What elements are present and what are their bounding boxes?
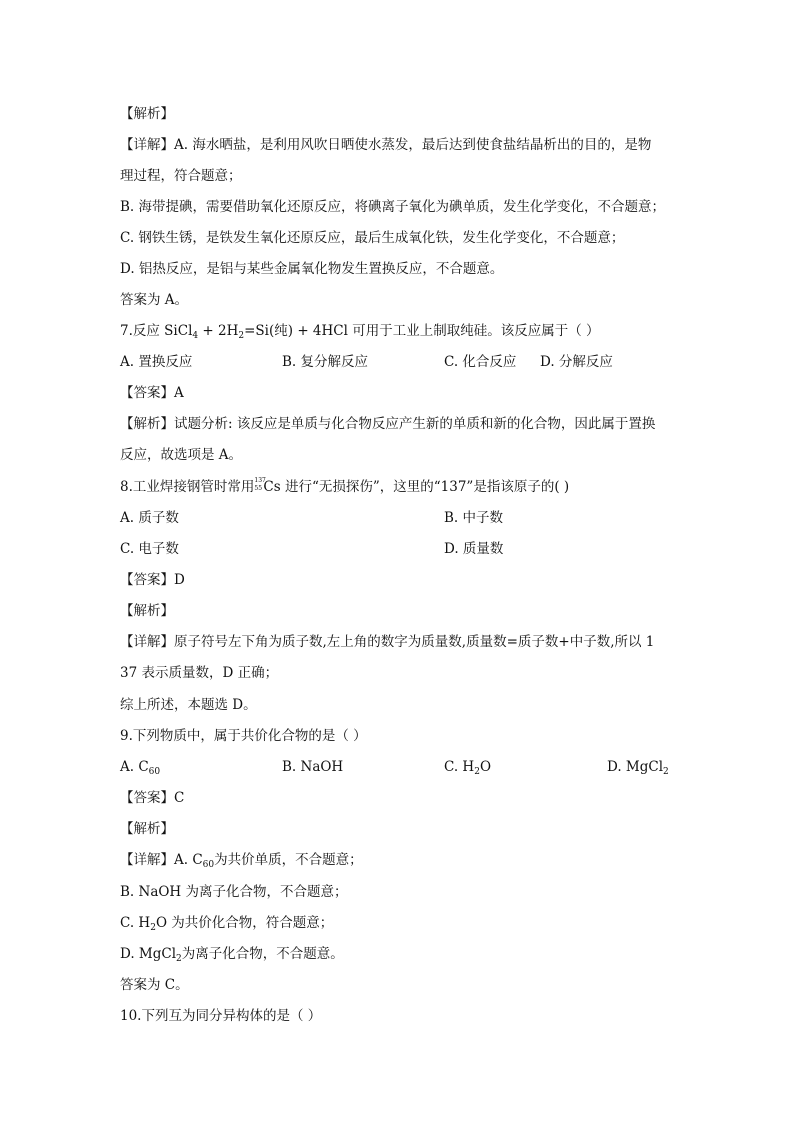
q6-detail-b: B. 海带提碘，需要借助氧化还原反应，将碘离子氧化为碘单质，发生化学变化，不合题意； (120, 199, 666, 215)
q9-option-d-sub: 2 (663, 767, 669, 777)
q8-isotope-notation (254, 477, 266, 492)
q6-analysis-heading: 【解析】 (120, 106, 174, 122)
q9-option-c-text: C. H (444, 759, 475, 775)
q7-stem-mid1: + 2H (198, 323, 239, 339)
q8-summary: 综上所述，本题选 D。 (120, 697, 257, 713)
q8-options-row2 (120, 540, 680, 560)
q7-option-a: A. 置换反应 (120, 354, 193, 370)
q9-option-c (444, 758, 491, 781)
q9-detail-d (120, 945, 680, 965)
q6-answer-line: 答案为 A。 (120, 292, 189, 308)
q7-analysis-line2: 反应，故选项是 A。 (120, 447, 243, 463)
q9-stem: 9.下列物质中，属于共价化合物的是（ ） (120, 728, 367, 744)
q7-stem (120, 322, 680, 342)
q6-detail-c: C. 钢铁生锈，是铁发生氧化还原反应，最后生成氧化铁，发生化学变化，不合题意； (120, 230, 625, 246)
q9-detail-d-post: 为离子化合物，不合题意。 (181, 946, 344, 962)
q9-option-a-text: A. C (120, 759, 149, 775)
q9-option-d-text: D. MgCl (607, 759, 664, 775)
q6-detail-d: D. 铝热反应，是铝与某些金属氧化物发生置换反应，不合题意。 (120, 261, 504, 277)
q9-detail-c (120, 914, 680, 934)
q9-answer-line: 答案为 C。 (120, 977, 189, 993)
q7-option-b: B. 复分解反应 (282, 354, 369, 370)
q9-detail-a (120, 851, 680, 871)
q8-iso-symbol: Cs (263, 479, 281, 495)
q8-option-b: B. 中子数 (444, 510, 504, 526)
q9-answer: 【答案】C (120, 790, 185, 806)
q7-stem-sub2: 2 (238, 331, 245, 341)
q8-stem (120, 478, 680, 498)
q9-options (120, 758, 680, 778)
q8-option-c: C. 电子数 (120, 541, 179, 557)
q8-answer: 【答案】D (120, 572, 185, 588)
q9-option-a-sub: 60 (148, 767, 161, 777)
q9-detail-d-pre: D. MgCl (120, 946, 177, 962)
q9-analysis-heading: 【解析】 (120, 821, 174, 837)
q8-option-d: D. 质量数 (444, 541, 504, 557)
q9-detail-a-pre: 【详解】A. C (120, 852, 203, 868)
q6-detail-a-line2: 理过程，符合题意； (120, 168, 242, 184)
q7-answer: 【答案】A (120, 385, 184, 401)
q7-option-c: C. 化合反应 (444, 354, 517, 370)
q9-detail-c-post: O 为共价化合物，符合题意； (155, 915, 334, 931)
q7-option-d: D. 分解反应 (540, 354, 613, 370)
q9-detail-a-sub: 60 (202, 860, 215, 870)
q7-stem-prefix: 7.反应 SiCl (120, 323, 193, 339)
q9-option-c-tail: O (479, 759, 492, 775)
q8-detail-line2: 37 表示质量数，D 正确； (120, 665, 279, 681)
q7-options (120, 353, 680, 373)
q10-stem: 10.下列互为同分异构体的是（ ） (120, 1008, 322, 1024)
q7-analysis-line1: 【解析】试题分析: 该反应是单质与化合物反应产生新的单质和新的化合物，因此属于置换 (120, 416, 656, 432)
q9-option-c-sub: 2 (474, 767, 480, 777)
q8-iso-mass: 137 (254, 477, 266, 484)
q6-detail-a-line1: 【详解】A. 海水晒盐，是利用风吹日晒使水蒸发，最后达到使食盐结晶析出的目的，是物 (120, 137, 652, 153)
q8-analysis-heading: 【解析】 (120, 603, 174, 619)
q9-option-a (120, 758, 160, 781)
q7-stem-mid2: =Si(纯) + 4HCl 可用于工业上制取纯硅。该反应属于（ ） (244, 323, 600, 339)
q8-stem-prefix: 8.工业焊接钢管时常用 (120, 479, 255, 495)
q9-detail-c-sub: 2 (150, 923, 156, 933)
q9-detail-a-post: 为共价单质，不合题意； (214, 852, 363, 868)
q8-options-row1 (120, 509, 680, 529)
q9-detail-b: B. NaOH 为离子化合物，不合题意； (120, 884, 348, 900)
q9-option-d (607, 758, 669, 781)
q9-detail-d-sub: 2 (176, 954, 182, 964)
q9-detail-c-pre: C. H (120, 915, 151, 931)
q8-detail-line1: 【详解】原子符号左下角为质子数,左上角的数字为质量数,质量数=质子数+中子数,所以 1 (120, 634, 655, 650)
q7-stem-sub1: 4 (192, 331, 199, 341)
q8-option-a: A. 质子数 (120, 510, 179, 526)
q9-option-b: B. NaOH (282, 759, 344, 775)
q8-stem-suffix: 进行“无损探伤”，这里的“137”是指该原子的( ) (280, 479, 570, 495)
q8-iso-atomic: 55 (254, 485, 263, 492)
